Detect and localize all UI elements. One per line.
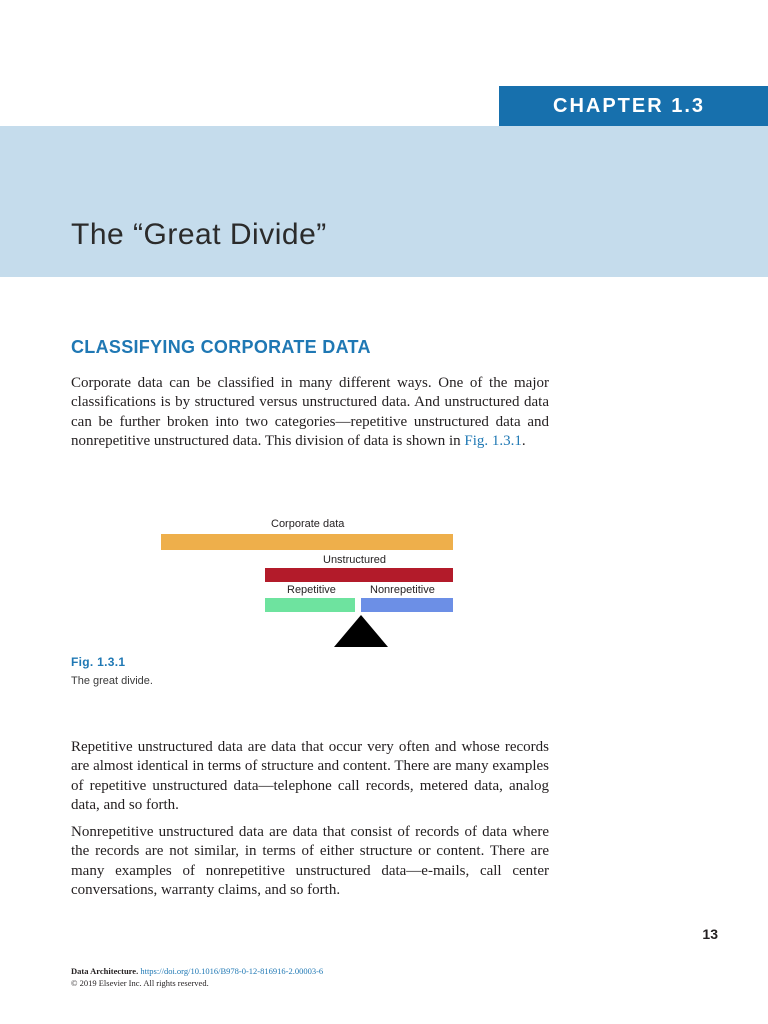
- label-unstructured: Unstructured: [323, 554, 386, 566]
- paragraph-intro-end: .: [521, 432, 526, 449]
- bar-repetitive: [265, 598, 355, 612]
- label-repetitive: Repetitive: [287, 584, 336, 596]
- bar-corporate-data: [161, 534, 453, 550]
- label-corporate-data: Corporate data: [271, 518, 345, 530]
- title-band: [0, 126, 768, 277]
- footer-book-title: Data Architecture.: [71, 966, 139, 976]
- figure-caption-number: Fig. 1.3.1: [71, 655, 126, 669]
- label-nonrepetitive: Nonrepetitive: [370, 584, 435, 596]
- footer-doi-link[interactable]: https://doi.org/10.1016/B978-0-12-816916-2.00003-6: [140, 966, 324, 976]
- section-heading: CLASSIFYING CORPORATE DATA: [71, 337, 371, 357]
- footer: [71, 965, 323, 989]
- paragraph-intro: [71, 374, 549, 451]
- paragraph-repetitive: Repetitive unstructured data are data that occur very often and whose records are almost identical in terms of structure and content. There are many examples of repetitive unstructured data—telephone call records, metered data, analog data, and so forth.: [71, 739, 549, 813]
- figure-reference-link[interactable]: Fig. 1.3.1: [464, 432, 522, 449]
- fulcrum-triangle-icon: [333, 614, 389, 648]
- bar-nonrepetitive: [361, 598, 453, 612]
- page-number: 13: [702, 926, 718, 942]
- chapter-label: CHAPTER 1.3: [499, 86, 768, 126]
- footer-citation: [71, 965, 323, 977]
- bar-unstructured: [265, 568, 453, 582]
- footer-copyright: © 2019 Elsevier Inc. All rights reserved.: [71, 978, 209, 988]
- chapter-title: The “Great Divide”: [71, 218, 327, 251]
- paragraph-nonrepetitive: Nonrepetitive unstructured data are data that consist of records of data where the records are not similar, in terms of either structure or content. There are many examples of nonrepetitive unstructured data—e-mails, call center conversations, warranty claims, and so forth.: [71, 824, 549, 898]
- figure-caption-text: The great divide.: [71, 675, 153, 687]
- figure-great-divide: [0, 510, 768, 655]
- paragraph-intro-text: Corporate data can be classified in many different ways. One of the major classifications is by structured versus unstructured data. And unstructured data can be further broken into two categories—repetitive unstructured data and nonrepetitive unstructured data. This division of data is shown in: [71, 375, 549, 449]
